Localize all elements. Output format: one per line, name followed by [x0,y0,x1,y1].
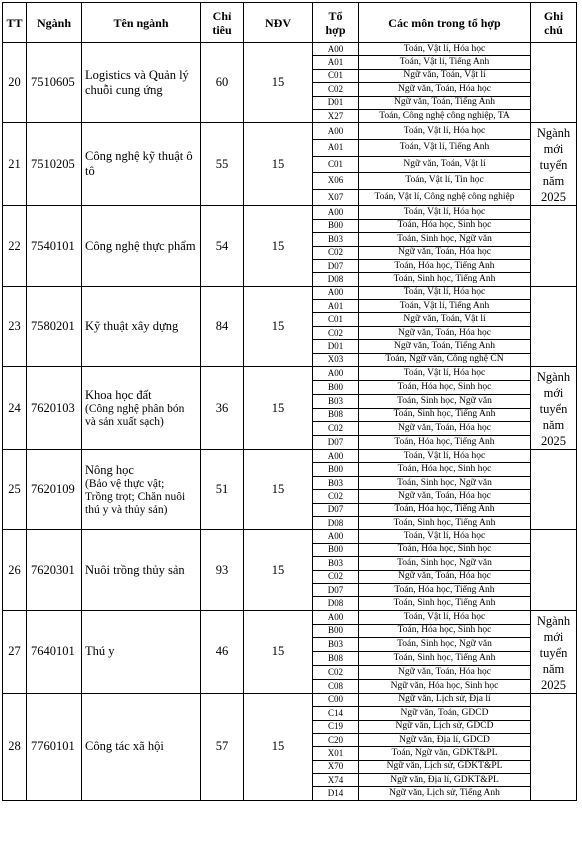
combo-subjects: Toán, Vật lí, Hóa học [359,530,531,543]
combo-subjects: Toán, Ngữ văn, Công nghệ CN [359,353,531,366]
header-subjects: Các môn trong tổ hợp [359,3,531,43]
ndv-value: 15 [244,286,313,366]
combo-code: A00 [313,286,359,299]
combo-subjects: Ngữ văn, Toán, Hóa học [359,83,531,96]
combo-subjects: Toán, Vật lí, Tiếng Anh [359,56,531,69]
note-cell [531,367,577,450]
combo-subjects: Ngữ văn, Hóa học, Sinh học [359,679,531,693]
row-tt: 24 [3,367,27,450]
header-code: Ngành [27,3,82,43]
table-row [3,286,577,299]
combo-code: A01 [313,56,359,69]
combo-subjects: Toán, Sinh học, Tiếng Anh [359,597,531,610]
combo-subjects: Toán, Sinh học, Tiếng Anh [359,408,531,422]
row-tt: 21 [3,123,27,206]
major-name [82,610,201,693]
combo-subjects: Ngữ văn, Toán, Hóa học [359,422,531,436]
combo-code: X74 [313,774,359,787]
major-name [82,286,201,366]
combo-code: D07 [313,436,359,450]
combo-code: B03 [313,233,359,246]
combo-subjects: Ngữ văn, Địa lí, GDCD [359,733,531,746]
combo-subjects: Toán, Vật lí, Hóa học [359,610,531,624]
ndv-value: 15 [244,367,313,450]
combo-subjects: Toán, Hóa học, Tiếng Anh [359,583,531,596]
combo-code: A00 [313,610,359,624]
combo-code: D07 [313,583,359,596]
major-name [82,450,201,530]
row-tt: 22 [3,206,27,286]
combo-subjects: Toán, Vật lí, Hóa học [359,367,531,381]
combo-code: X07 [313,189,359,206]
quota-value: 60 [201,43,244,123]
combo-subjects: Ngữ văn, Toán, GDCD [359,707,531,720]
note-line: năm [542,661,565,676]
ndv-value: 15 [244,610,313,693]
note-line: năm [542,418,565,433]
combo-code: C02 [313,246,359,259]
major-code: 7760101 [27,693,82,800]
major-name [82,530,201,610]
ndv-value: 15 [244,693,313,800]
combo-code: A01 [313,139,359,156]
major-name [82,206,201,286]
row-tt: 23 [3,286,27,366]
header-tt: TT [3,3,27,43]
combo-subjects: Toán, Hóa học, Sinh học [359,219,531,232]
header-name: Tên ngành [82,3,201,43]
combo-code: D08 [313,273,359,286]
major-name-line: Nông học [85,462,134,477]
combo-code: B08 [313,408,359,422]
combo-subjects: Ngữ văn, Toán, Tiếng Anh [359,96,531,109]
combo-code: B00 [313,219,359,232]
note-cell [531,43,577,123]
combo-code: C14 [313,707,359,720]
header-group-line: hợp [325,22,346,37]
major-name-detail: thú y và thủy sản) [85,503,168,516]
combo-code: D08 [313,597,359,610]
combo-subjects: Ngữ văn, Toán, Hóa học [359,246,531,259]
combo-code: X01 [313,747,359,760]
major-name-line: Công nghệ thực phẩm [85,238,196,253]
combo-subjects: Toán, Sinh học, Tiếng Anh [359,273,531,286]
note-line: mới [543,629,564,644]
combo-subjects: Ngữ văn, Toán, Hóa học [359,666,531,680]
table-row [3,610,577,624]
header-group-line: Tổ [328,8,343,23]
combo-subjects: Toán, Vật lí, Công nghệ công nghiệp [359,189,531,206]
combo-code: X27 [313,109,359,122]
note-line: Ngành [536,370,571,385]
combo-subjects: Ngữ văn, Toán, Vật lí [359,156,531,173]
combo-subjects: Toán, Hóa học, Sinh học [359,624,531,638]
combo-subjects: Ngữ văn, Lịch sử, Địa lí [359,693,531,706]
combo-subjects: Ngữ văn, Địa lí, GDKT&PL [359,774,531,787]
combo-subjects: Toán, Hóa học, Tiếng Anh [359,503,531,516]
admission-table [2,2,577,801]
combo-subjects: Ngữ văn, Toán, Vật lí [359,313,531,326]
major-name-line: Nuôi trồng thủy sản [85,562,185,577]
combo-code: A00 [313,530,359,543]
combo-code: C01 [313,313,359,326]
header-quota-line: tiêu [212,22,232,37]
header-note [531,3,577,43]
header-group [313,3,359,43]
major-code: 7620103 [27,367,82,450]
table-row [3,206,577,219]
combo-subjects: Toán, Sinh học, Ngữ văn [359,394,531,408]
combo-code: C02 [313,570,359,583]
major-code: 7620109 [27,450,82,530]
quota-value: 55 [201,123,244,206]
major-name-detail: và sản xuất sạch) [85,415,164,428]
combo-code: X70 [313,760,359,773]
combo-code: C08 [313,679,359,693]
combo-code: B08 [313,652,359,666]
combo-subjects: Toán, Vật lí, Hóa học [359,206,531,219]
combo-code: C02 [313,490,359,503]
combo-subjects: Toán, Sinh học, Ngữ văn [359,638,531,652]
quota-value: 54 [201,206,244,286]
combo-subjects: Ngữ văn, Lịch sử, Tiếng Anh [359,787,531,800]
row-tt: 28 [3,693,27,800]
combo-code: B03 [313,476,359,489]
note-line: 2025 [541,190,566,205]
major-code: 7620301 [27,530,82,610]
major-code: 7510605 [27,43,82,123]
combo-subjects: Toán, Hóa học, Sinh học [359,380,531,394]
note-line: 2025 [541,434,566,449]
quota-value: 84 [201,286,244,366]
major-name [82,693,201,800]
quota-value: 51 [201,450,244,530]
combo-subjects: Toán, Sinh học, Ngữ văn [359,233,531,246]
combo-subjects: Toán, Vật lí, Hóa học [359,43,531,56]
quota-value: 36 [201,367,244,450]
combo-code: D07 [313,503,359,516]
ndv-value: 15 [244,206,313,286]
header-quota [201,3,244,43]
combo-subjects: Toán, Hóa học, Tiếng Anh [359,259,531,272]
combo-subjects: Toán, Vật lí, Tin học [359,173,531,190]
row-tt: 26 [3,530,27,610]
note-cell [531,123,577,206]
note-line: tuyển [539,158,568,173]
combo-subjects: Toán, Công nghệ công nghiệp, TA [359,109,531,122]
major-name-detail: Trồng trọt; Chăn nuôi [85,490,186,503]
note-line: tuyển [539,402,568,417]
table-row [3,43,577,56]
combo-code: C01 [313,69,359,82]
major-name-line: Công tác xã hội [85,739,164,754]
combo-subjects: Ngữ văn, Toán, Hóa học [359,326,531,339]
note-line: Ngành [536,126,571,141]
combo-code: C02 [313,422,359,436]
combo-code: C02 [313,83,359,96]
note-line: mới [543,142,564,157]
ndv-value: 15 [244,43,313,123]
combo-code: A00 [313,367,359,381]
combo-code: B00 [313,463,359,476]
note-cell [531,610,577,693]
combo-code: D08 [313,516,359,529]
combo-subjects: Toán, Hóa học, Sinh học [359,463,531,476]
combo-code: X03 [313,353,359,366]
combo-subjects: Ngữ văn, Toán, Vật lí [359,69,531,82]
header-ndv: NĐV [244,3,313,43]
combo-code: B00 [313,624,359,638]
combo-code: B03 [313,638,359,652]
major-name [82,123,201,206]
major-name-line: Công nghệ kỹ thuật ô tô [85,149,193,179]
major-code: 7640101 [27,610,82,693]
header-row [3,3,577,43]
major-name [82,43,201,123]
combo-code: X06 [313,173,359,190]
note-cell [531,693,577,800]
ndv-value: 15 [244,530,313,610]
quota-value: 93 [201,530,244,610]
quota-value: 57 [201,693,244,800]
header-note-line: Ghi [543,8,564,23]
combo-subjects: Ngữ văn, Lịch sử, GDCD [359,720,531,733]
major-name [82,367,201,450]
table-row [3,693,577,706]
major-name-line: Logistics và Quản lý [85,67,189,82]
ndv-value: 15 [244,123,313,206]
combo-code: C02 [313,326,359,339]
row-tt: 20 [3,43,27,123]
combo-code: B03 [313,394,359,408]
table-row [3,450,577,463]
table-row [3,367,577,381]
table-row [3,530,577,543]
combo-code: A01 [313,300,359,313]
major-name-line: Kỹ thuật xây dựng [85,318,179,333]
note-cell [531,450,577,530]
combo-subjects: Ngữ văn, Toán, Hóa học [359,490,531,503]
combo-code: C01 [313,156,359,173]
combo-subjects: Toán, Ngữ văn, GDKT&PL [359,747,531,760]
combo-code: D07 [313,259,359,272]
table-row [3,123,577,140]
table-body [3,43,577,801]
combo-subjects: Toán, Vật lí, Hóa học [359,450,531,463]
header-note-line: chú [544,22,563,37]
combo-subjects: Toán, Sinh học, Ngữ văn [359,557,531,570]
combo-subjects: Ngữ văn, Toán, Hóa học [359,570,531,583]
note-line: Ngành [536,613,571,628]
combo-subjects: Ngữ văn, Lịch sử, GDKT&PL [359,760,531,773]
combo-subjects: Toán, Sinh học, Tiếng Anh [359,652,531,666]
combo-code: A00 [313,123,359,140]
major-name-detail: (Bảo vệ thực vật; [85,477,165,490]
combo-code: B00 [313,380,359,394]
combo-code: B00 [313,543,359,556]
major-name-line: chuỗi cung ứng [85,82,163,97]
combo-subjects: Toán, Vật lí, Tiếng Anh [359,139,531,156]
combo-code: D01 [313,96,359,109]
note-line: năm [542,174,565,189]
combo-subjects: Toán, Sinh học, Ngữ văn [359,476,531,489]
combo-subjects: Toán, Hóa học, Tiếng Anh [359,436,531,450]
combo-code: C02 [313,666,359,680]
combo-code: A00 [313,206,359,219]
combo-code: D01 [313,340,359,353]
ndv-value: 15 [244,450,313,530]
note-line: mới [543,386,564,401]
major-name-line: Thú y [85,644,115,659]
note-line: tuyển [539,645,568,660]
major-code: 7580201 [27,286,82,366]
combo-code: D14 [313,787,359,800]
combo-subjects: Toán, Vật lí, Tiếng Anh [359,300,531,313]
row-tt: 25 [3,450,27,530]
combo-code: A00 [313,450,359,463]
note-cell [531,530,577,610]
note-cell [531,286,577,366]
major-name-line: Khoa học đất [85,387,152,402]
quota-value: 46 [201,610,244,693]
major-code: 7540101 [27,206,82,286]
combo-subjects: Toán, Vật lí, Hóa học [359,123,531,140]
combo-subjects: Toán, Sinh học, Tiếng Anh [359,516,531,529]
row-tt: 27 [3,610,27,693]
note-line: 2025 [541,677,566,692]
combo-code: B03 [313,557,359,570]
combo-code: C19 [313,720,359,733]
combo-code: C00 [313,693,359,706]
combo-subjects: Toán, Hóa học, Sinh học [359,543,531,556]
combo-subjects: Ngữ văn, Toán, Tiếng Anh [359,340,531,353]
major-name-detail: (Công nghệ phân bón [85,402,185,415]
note-cell [531,206,577,286]
major-code: 7510205 [27,123,82,206]
combo-code: C20 [313,733,359,746]
combo-code: A00 [313,43,359,56]
combo-subjects: Toán, Vật lí, Hóa học [359,286,531,299]
header-quota-line: Chỉ [212,8,232,23]
